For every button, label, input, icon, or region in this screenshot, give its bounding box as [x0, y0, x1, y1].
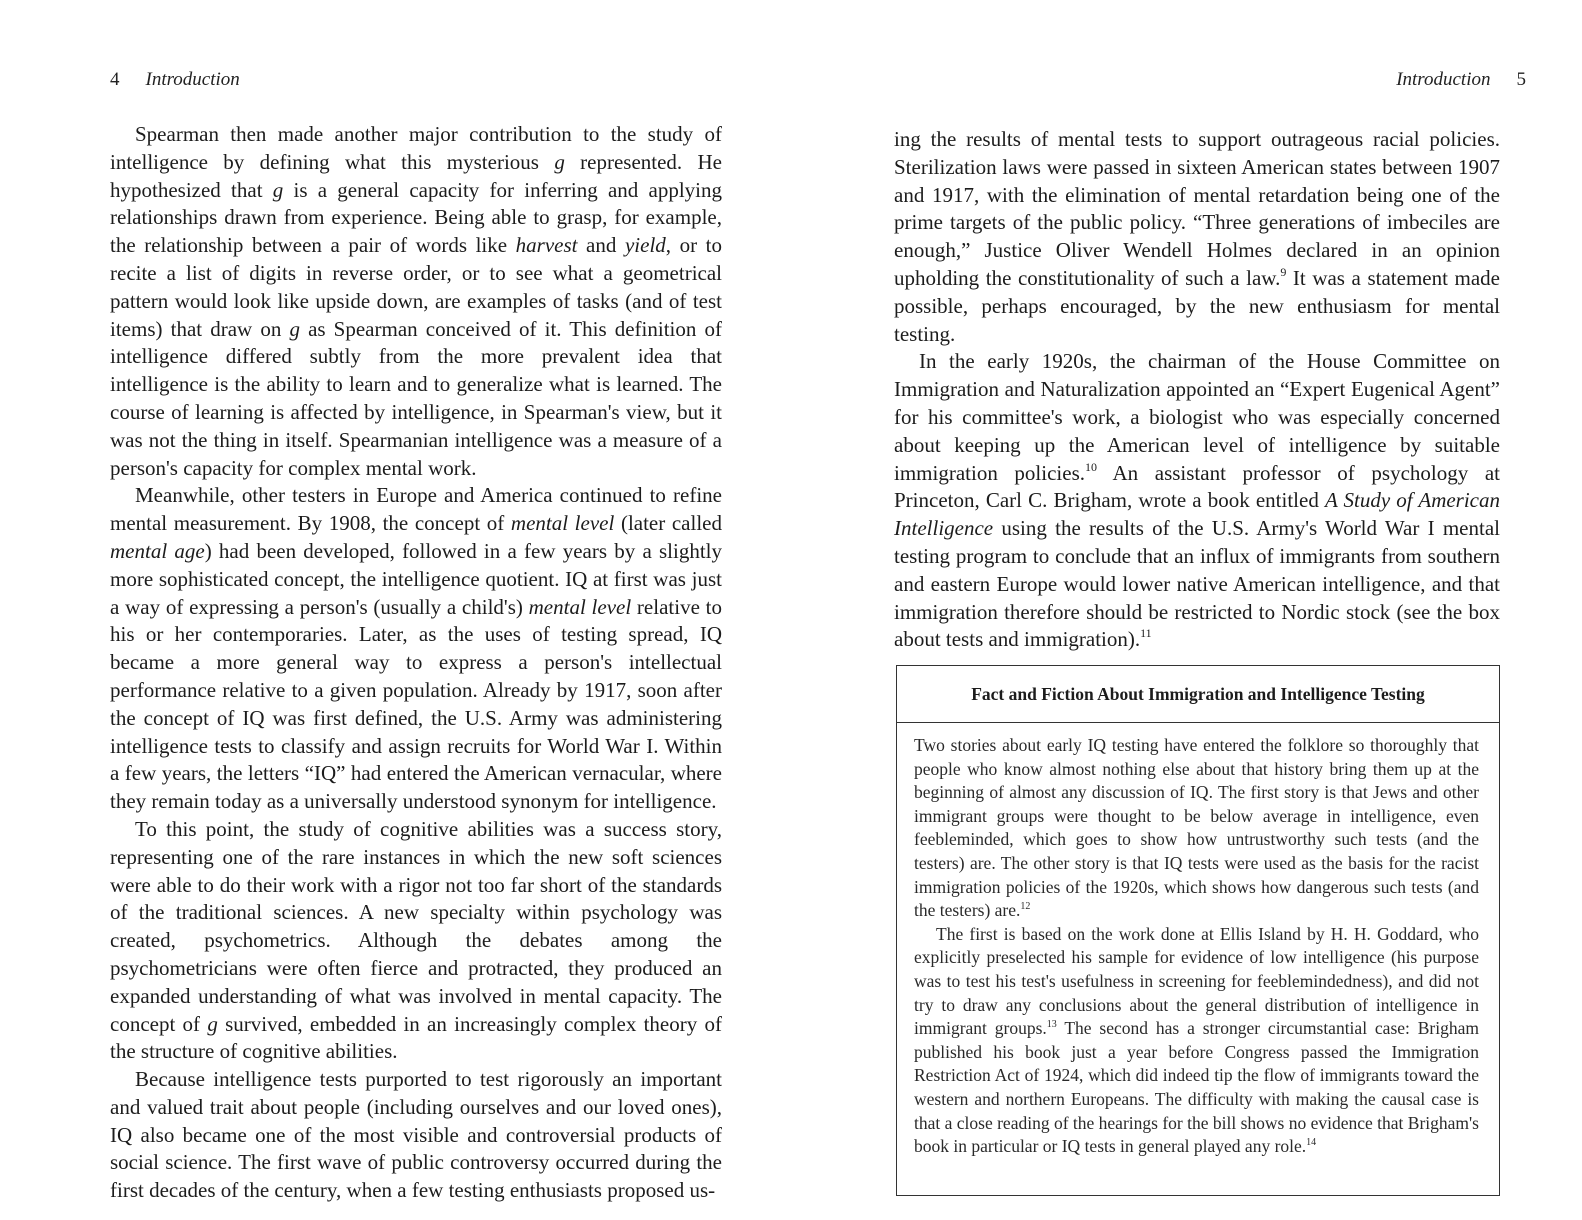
box-paragraph: Two stories about early IQ testing have entered the folklore so thoroughly that people who know almost nothing else about that history bring them up at the beginning of almost any discussion of IQ. The first story is that Jews and other immigrant groups were thought to be below average in intelligence, even feebleminded, which goes to show how untrustworthy such tests (and the testers) are. The other story is that IQ tests were used as the basis for the racist immigration policies of the 1920s, which shows how dangerous such tests (and the testers) are.$^{12}$ [914, 735, 1479, 921]
paragraph: Meanwhile, other testers in Europe and America continued to refine mental measurement. By 1908, the concept of mental level (later called mental age) had been developed, followed in a few years by a slightly more sophisticated concept, the intelligence quotient. IQ at first was just a way of expressing a person's (usually a child's) mental level relative to his or her contemporaries. Later, as the uses of testing spread, IQ became a more general way to express a person's intellectual performance relative to a given population. Already by 1917, soon after the concept of IQ was first defined, the U.S. Army was administering intelligence tests to classify and assign recruits for World War I. Within a few years, the letters “IQ” had entered the American vernacular, where they remain today as a universally understood synonym for intelligence. [110, 483, 722, 814]
right-page [791, 0, 1582, 1220]
paragraph: Because intelligence tests purported to test rigorously an important and valued trait about people (including ourselves and our loved ones), IQ also became one of the most visible and controversial products of social science. The first wave of public controversy occurred during the first decades of the century, when a few testing enthusiasts proposed us- [110, 1067, 722, 1203]
paragraph: Spearman then made another major contribution to the study of intelligence by defining what this mysterious g represented. He hypothesized that g is a general capacity for inferring and applying relationships drawn from experience. Being able to grasp, for example, the relationship between a pair of words like harvest and yield, or to recite a list of digits in reverse order, or to see what a geometrical pattern would look like upside down, are examples of tasks (and of test items) that draw on g as Spearman conceived of it. This definition of intelligence differed subtly from the more prevalent idea that intelligence is the ability to learn and to generalize what is learned. The course of learning is affected by intelligence, in Spearman's view, but it was not the thing in itself. Spearmanian intelligence was a measure of a person's capacity for complex mental work. [110, 122, 723, 480]
paragraph: ing the results of mental tests to support outrageous racial policies. Sterilization laws were passed in sixteen American states between 1907 and 1917, with the elimination of mental retardation being one of the prime targets of the public policy. “Three generations of imbeciles are enough,” Justice Oliver Wendell Holmes declared in an opinion upholding the constitutionality of such a law.$^9$ It was a statement made possible, perhaps encouraged, by the new enthusiasm for mental testing. [894, 127, 1500, 346]
footnote-ref: 10 [1085, 459, 1098, 474]
page-number-right: 5 [1516, 69, 1526, 90]
footnote-ref: 12 [1020, 901, 1031, 913]
sidebar-box [896, 665, 1500, 1196]
running-head-title-right: Introduction [1396, 69, 1491, 90]
book-title: A Study of American Intelligence [894, 488, 1501, 541]
footnote-ref: 14 [1306, 1137, 1317, 1149]
right-running-head [1396, 66, 1526, 94]
box-title: Fact and Fiction About Immigration and Intelligence Testing [897, 666, 1499, 723]
running-head-title-left: Introduction [145, 69, 240, 90]
footnote-ref: 11 [1140, 626, 1152, 641]
footnote-ref: 13 [1046, 1019, 1057, 1031]
box-paragraph: The first is based on the work done at Ellis Island by H. H. Goddard, who explicitly preselected his sample for evidence of low intelligence (his purpose was to test his test's usefulness in screening for feeblemindedness), and did not try to draw any conclusions about the general distribution of intelligence in immigrant groups.$^{13}$ The second has a stronger circumstantial case: Brigham published his book just a year before Congress passed the Immigration Restriction Act of 1924, which did indeed tip the flow of immigrants toward the western and northern Europeans. The difficulty with making the causal case is that a close reading of the hearings for the bill shows no evidence that Brigham's book in particular or IQ tests in general played any role.$^{14}$ [914, 923, 1479, 1157]
left-running-head [110, 66, 240, 94]
page-number-left: 4 [110, 69, 120, 90]
footnote-ref: 9 [1280, 264, 1287, 279]
paragraph: To this point, the study of cognitive abilities was a success story, representing one of the rare instances in which the new soft sciences were able to do their work with a rigor not too far short of the standards of the traditional sciences. A new specialty within psychology was created, psychometrics. Although the debates among the psychometricians were often fierce and protracted, they produced an expanded understanding of what was involved in mental capacity. The concept of g survived, embedded in an increasingly complex theory of the structure of cognitive abilities. [110, 816, 722, 1064]
left-body-text [110, 121, 722, 1205]
right-body-text [894, 126, 1500, 654]
paragraph: In the early 1920s, the chairman of the House Committee on Immigration and Naturalization appointed an “Expert Eugenical Agent” for his committee's work, a biologist who was especially concerned about keeping up the American level of intelligence by suitable immigration policies.$^{10}$ An assistant professor of psychology at Princeton, Carl C. Brigham, wrote a book entitled A Study of American Intelligence using the results of the U.S. Army's World War I mental testing program to conclude that an influx of immigrants from southern and eastern Europe would lower native American intelligence, and that immigration therefore should be restricted to Nordic stock (see the box about tests and immigration).$^{11}$ [894, 349, 1501, 652]
box-body [897, 723, 1499, 1159]
